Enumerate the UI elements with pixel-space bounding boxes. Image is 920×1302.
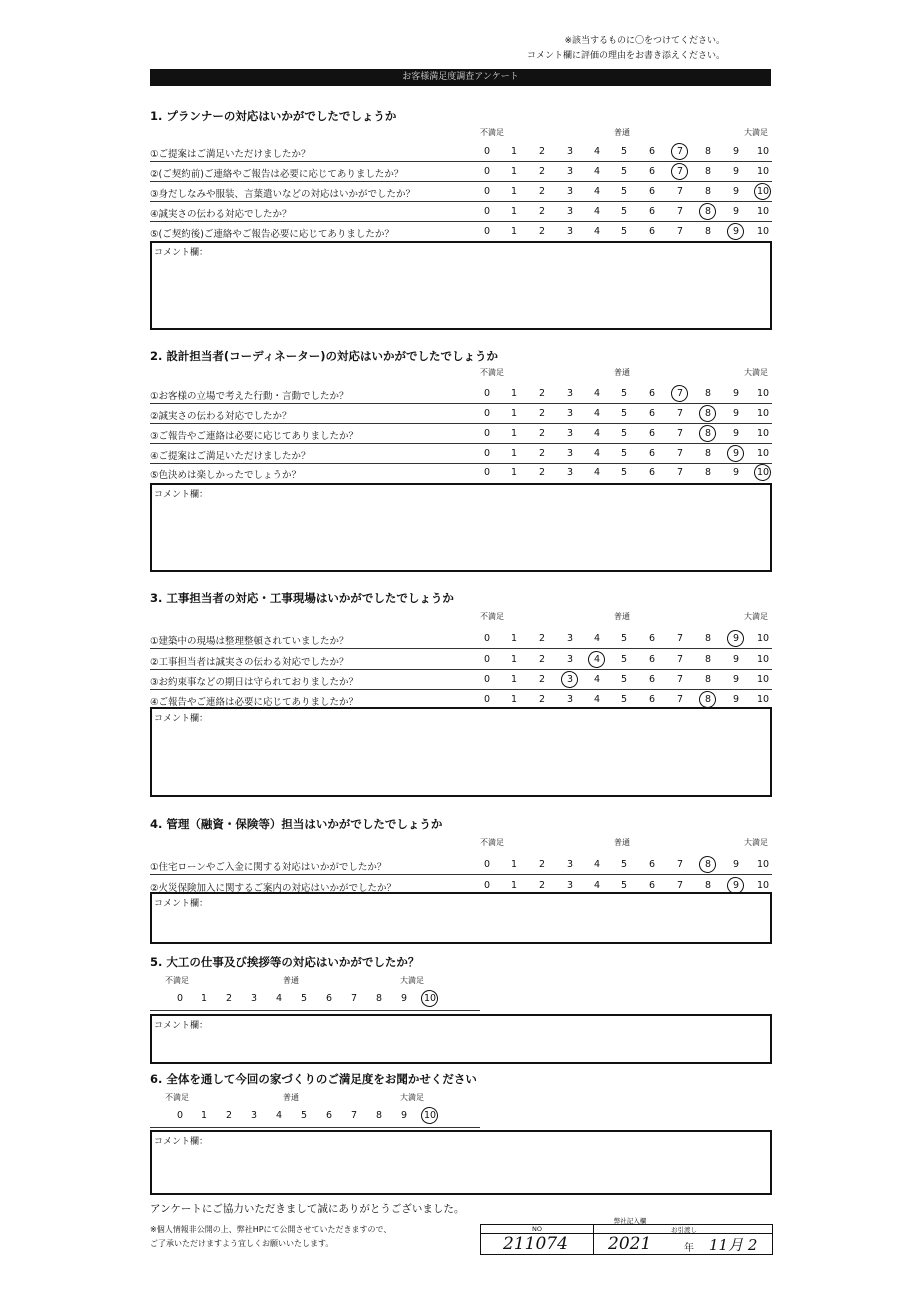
score-option[interactable]: 9 xyxy=(732,694,740,705)
score-option[interactable]: 1 xyxy=(510,633,518,644)
score-option[interactable]: 8 xyxy=(375,1110,383,1121)
section-title: 6. 全体を通して今回の家づくりのご満足度をお聞かせください xyxy=(150,1072,477,1086)
score-option[interactable]: 9 xyxy=(732,633,740,644)
question-row xyxy=(150,444,772,464)
score-option[interactable]: 5 xyxy=(620,448,628,459)
question-row xyxy=(150,142,772,162)
score-option[interactable]: 2 xyxy=(538,146,546,157)
stamp-month-day: 11月 2 xyxy=(709,1236,758,1254)
question-row xyxy=(150,162,772,182)
score-option[interactable]: 9 xyxy=(400,993,408,1004)
score-option[interactable]: 3 xyxy=(566,226,574,237)
comment-label: コメント欄： xyxy=(154,248,209,258)
score-option[interactable]: 1 xyxy=(510,388,518,399)
score-option[interactable]: 1 xyxy=(510,448,518,459)
stamp-date-label: お引渡し xyxy=(671,1226,697,1234)
question-label: ①住宅ローンやご入金に関する対応はいかがでしたか？ xyxy=(150,862,387,873)
score-option[interactable]: 6 xyxy=(648,206,656,217)
score-option[interactable]: 5 xyxy=(620,859,628,870)
score-option[interactable]: 0 xyxy=(483,408,491,419)
score-option[interactable]: 0 xyxy=(483,633,491,644)
score-option[interactable]: 8 xyxy=(704,146,712,157)
score-option[interactable]: 6 xyxy=(648,674,656,685)
score-option[interactable]: 10 xyxy=(756,428,770,439)
score-option[interactable]: 9 xyxy=(732,880,740,891)
scale-low-label: 不満足 xyxy=(165,1093,189,1102)
score-option[interactable]: 8 xyxy=(704,467,712,478)
score-option[interactable]: 7 xyxy=(676,467,684,478)
score-option[interactable]: 2 xyxy=(538,467,546,478)
question-row xyxy=(150,670,772,690)
stamp-year-unit: 年 xyxy=(684,1243,694,1254)
scale-low-label: 不満足 xyxy=(480,838,504,847)
thanks-message: アンケートにご協力いただきまして誠にありがとうございました。 xyxy=(150,1203,465,1215)
score-option[interactable]: 2 xyxy=(538,859,546,870)
comment-label: コメント欄： xyxy=(154,714,209,724)
score-option[interactable]: 2 xyxy=(538,166,546,177)
score-option[interactable]: 1 xyxy=(510,467,518,478)
score-option[interactable]: 9 xyxy=(732,428,740,439)
score-option[interactable]: 0 xyxy=(176,1110,184,1121)
scale-high-label: 大満足 xyxy=(744,368,768,377)
stamp-year-value: 2021 xyxy=(608,1234,652,1254)
comment-label: コメント欄： xyxy=(154,1021,209,1031)
question-label: ②工事担当者は誠実さの伝わる対応でしたか？ xyxy=(150,657,349,668)
comment-label: コメント欄： xyxy=(154,1137,209,1147)
score-option[interactable]: 10 xyxy=(756,654,770,665)
score-option[interactable]: 0 xyxy=(483,674,491,685)
score-option[interactable]: 2 xyxy=(538,674,546,685)
score-option[interactable]: 8 xyxy=(704,388,712,399)
score-option[interactable]: 7 xyxy=(676,186,684,197)
selected-score-mark xyxy=(586,649,606,669)
question-row xyxy=(150,629,772,649)
comment-box[interactable] xyxy=(150,892,772,944)
score-option[interactable]: 4 xyxy=(593,146,601,157)
comment-box[interactable] xyxy=(150,707,772,797)
score-option[interactable]: 3 xyxy=(566,408,574,419)
score-option[interactable]: 1 xyxy=(510,694,518,705)
score-option[interactable]: 4 xyxy=(593,880,601,891)
score-option[interactable]: 6 xyxy=(648,428,656,439)
score-option[interactable]: 4 xyxy=(593,694,601,705)
score-option[interactable]: 2 xyxy=(538,654,546,665)
question-row xyxy=(150,424,772,444)
score-option[interactable]: 8 xyxy=(704,674,712,685)
selected-score-mark xyxy=(419,1105,439,1125)
selected-score-mark xyxy=(697,201,717,221)
score-option[interactable]: 7 xyxy=(676,859,684,870)
score-option[interactable]: 7 xyxy=(676,654,684,665)
score-option[interactable]: 2 xyxy=(538,428,546,439)
score-option[interactable]: 7 xyxy=(676,448,684,459)
score-option[interactable]: 7 xyxy=(676,694,684,705)
scale-mid-label: 普通 xyxy=(283,976,299,985)
scale-high-label: 大満足 xyxy=(744,612,768,621)
score-option[interactable]: 5 xyxy=(620,206,628,217)
stamp-box xyxy=(480,1224,773,1255)
question-label: ⑤(ご契約後)ご連絡やご報告必要に応じてありましたか？ xyxy=(150,229,394,240)
score-option[interactable]: 7 xyxy=(676,388,684,399)
score-option[interactable]: 2 xyxy=(538,880,546,891)
score-option[interactable]: 9 xyxy=(732,859,740,870)
scale-high-label: 大満足 xyxy=(400,1093,424,1102)
question-label: ①ご提案はご満足いただけましたか？ xyxy=(150,149,311,160)
score-option[interactable]: 7 xyxy=(676,674,684,685)
score-option[interactable]: 9 xyxy=(732,388,740,399)
question-label: ④ご報告やご連絡は必要に応じてありましたか？ xyxy=(150,697,359,708)
scale-high-label: 大満足 xyxy=(400,976,424,985)
question-row xyxy=(150,384,772,404)
score-option[interactable]: 4 xyxy=(593,166,601,177)
score-option[interactable]: 5 xyxy=(620,633,628,644)
score-option[interactable]: 0 xyxy=(483,146,491,157)
question-row xyxy=(150,202,772,222)
score-option[interactable]: 10 xyxy=(756,674,770,685)
stamp-no-value: 211074 xyxy=(503,1234,568,1254)
score-option[interactable]: 10 xyxy=(423,993,437,1004)
instruction-note: コメント欄に評価の理由をお書き添えください。 xyxy=(526,51,725,61)
score-option[interactable]: 7 xyxy=(350,993,358,1004)
score-option[interactable]: 6 xyxy=(648,448,656,459)
score-option[interactable]: 8 xyxy=(704,448,712,459)
score-option[interactable]: 5 xyxy=(620,880,628,891)
selected-score-mark xyxy=(669,141,689,161)
question-label: ①お客様の立場で考えた行動・言動でしたか？ xyxy=(150,391,349,402)
score-option[interactable]: 5 xyxy=(620,654,628,665)
score-option[interactable]: 9 xyxy=(732,226,740,237)
score-option[interactable]: 4 xyxy=(275,1110,283,1121)
score-option[interactable]: 5 xyxy=(620,226,628,237)
score-option[interactable]: 0 xyxy=(483,467,491,478)
score-option[interactable]: 0 xyxy=(483,226,491,237)
score-option[interactable]: 6 xyxy=(648,859,656,870)
score-option[interactable]: 4 xyxy=(593,467,601,478)
score-option[interactable]: 3 xyxy=(566,654,574,665)
score-option[interactable]: 2 xyxy=(538,226,546,237)
score-option[interactable]: 2 xyxy=(538,186,546,197)
question-label: ③ご報告やご連絡は必要に応じてありましたか？ xyxy=(150,431,359,442)
score-option[interactable]: 6 xyxy=(648,467,656,478)
section-title: 3. 工事担当者の対応・工事現場はいかがでしたでしょうか xyxy=(150,591,454,605)
score-option[interactable]: 9 xyxy=(732,206,740,217)
question-label: ⑤色決めは楽しかったでしょうか？ xyxy=(150,470,302,481)
question-row xyxy=(150,404,772,424)
score-option[interactable]: 2 xyxy=(538,408,546,419)
score-option[interactable]: 7 xyxy=(676,226,684,237)
scale-mid-label: 普通 xyxy=(614,128,630,137)
question-row xyxy=(150,463,772,483)
score-option[interactable]: 1 xyxy=(200,993,208,1004)
score-option[interactable]: 0 xyxy=(483,654,491,665)
selected-score-mark xyxy=(752,462,772,482)
selected-score-mark xyxy=(559,669,579,689)
score-option[interactable]: 8 xyxy=(375,993,383,1004)
score-option[interactable]: 3 xyxy=(566,448,574,459)
score-option[interactable]: 8 xyxy=(704,166,712,177)
comment-label: コメント欄： xyxy=(154,490,209,500)
score-option[interactable]: 0 xyxy=(483,206,491,217)
selected-score-mark xyxy=(697,854,717,874)
score-option[interactable]: 1 xyxy=(510,408,518,419)
score-option[interactable]: 5 xyxy=(620,146,628,157)
score-option[interactable]: 5 xyxy=(300,993,308,1004)
scale-low-label: 不満足 xyxy=(480,128,504,137)
section-title: 2. 設計担当者(コーディネーター)の対応はいかがでしたでしょうか xyxy=(150,349,498,363)
score-option[interactable]: 6 xyxy=(648,146,656,157)
score-option[interactable]: 10 xyxy=(756,388,770,399)
question-label: ④誠実さの伝わる対応でしたか？ xyxy=(150,209,292,220)
score-option[interactable]: 4 xyxy=(275,993,283,1004)
score-option[interactable]: 9 xyxy=(732,166,740,177)
score-option[interactable]: 0 xyxy=(483,186,491,197)
score-option[interactable]: 2 xyxy=(538,206,546,217)
score-option[interactable]: 8 xyxy=(704,633,712,644)
score-option[interactable]: 4 xyxy=(593,408,601,419)
score-option[interactable]: 5 xyxy=(620,186,628,197)
score-option[interactable]: 1 xyxy=(510,859,518,870)
score-option[interactable]: 1 xyxy=(510,206,518,217)
stamp-no-label: NO xyxy=(532,1225,542,1233)
score-option[interactable]: 5 xyxy=(620,388,628,399)
scale-high-label: 大満足 xyxy=(744,838,768,847)
score-option[interactable]: 6 xyxy=(648,408,656,419)
comment-box[interactable] xyxy=(150,241,772,330)
question-row xyxy=(150,650,772,670)
score-option[interactable]: 8 xyxy=(704,408,712,419)
selected-score-mark xyxy=(669,161,689,181)
score-option[interactable]: 9 xyxy=(732,408,740,419)
score-option[interactable]: 1 xyxy=(510,428,518,439)
score-option[interactable]: 9 xyxy=(732,654,740,665)
score-option[interactable]: 5 xyxy=(620,166,628,177)
score-option[interactable]: 5 xyxy=(620,674,628,685)
section-title: 1. プランナーの対応はいかがでしたでしょうか xyxy=(150,109,397,123)
score-option[interactable]: 6 xyxy=(648,654,656,665)
question-row xyxy=(150,182,772,202)
score-option[interactable]: 1 xyxy=(510,226,518,237)
score-option[interactable]: 3 xyxy=(566,633,574,644)
score-option[interactable]: 8 xyxy=(704,694,712,705)
score-option[interactable]: 7 xyxy=(676,880,684,891)
scale-low-label: 不満足 xyxy=(480,612,504,621)
score-option[interactable]: 2 xyxy=(225,993,233,1004)
score-option[interactable]: 10 xyxy=(756,880,770,891)
score-option[interactable]: 10 xyxy=(756,633,770,644)
selected-score-mark xyxy=(697,423,717,443)
score-option[interactable]: 4 xyxy=(593,206,601,217)
comment-box[interactable] xyxy=(150,1014,772,1064)
score-option[interactable]: 3 xyxy=(250,1110,258,1121)
score-option[interactable]: 1 xyxy=(510,186,518,197)
score-option[interactable]: 1 xyxy=(510,654,518,665)
score-option[interactable]: 7 xyxy=(676,408,684,419)
section-title: 4. 管理（融資・保険等）担当はいかがでしたでしょうか xyxy=(150,817,443,831)
selected-score-mark xyxy=(669,383,689,403)
score-option[interactable]: 6 xyxy=(648,633,656,644)
score-option[interactable]: 4 xyxy=(593,226,601,237)
score-option[interactable]: 6 xyxy=(648,880,656,891)
score-option[interactable]: 3 xyxy=(566,166,574,177)
question-row xyxy=(150,855,772,875)
score-option[interactable]: 3 xyxy=(566,674,574,685)
score-option[interactable]: 10 xyxy=(756,226,770,237)
score-option[interactable]: 9 xyxy=(732,186,740,197)
score-option[interactable]: 10 xyxy=(756,166,770,177)
question-label: ③身だしなみや服装、言葉遣いなどの対応はいかがでしたか？ xyxy=(150,189,416,200)
score-option[interactable]: 6 xyxy=(648,694,656,705)
score-option[interactable]: 5 xyxy=(620,428,628,439)
selected-score-mark xyxy=(725,221,745,241)
score-option[interactable]: 7 xyxy=(676,428,684,439)
score-option[interactable]: 8 xyxy=(704,859,712,870)
score-option[interactable]: 4 xyxy=(593,633,601,644)
score-option[interactable]: 3 xyxy=(566,186,574,197)
score-option[interactable]: 4 xyxy=(593,674,601,685)
score-option[interactable]: 9 xyxy=(732,467,740,478)
score-option[interactable]: 3 xyxy=(566,428,574,439)
score-option[interactable]: 3 xyxy=(566,880,574,891)
score-option[interactable]: 4 xyxy=(593,654,601,665)
score-option[interactable]: 7 xyxy=(676,166,684,177)
score-option[interactable]: 6 xyxy=(648,166,656,177)
score-option[interactable]: 2 xyxy=(225,1110,233,1121)
question-label: ②誠実さの伝わる対応でしたか？ xyxy=(150,411,292,422)
score-option[interactable]: 2 xyxy=(538,694,546,705)
score-option[interactable]: 1 xyxy=(510,166,518,177)
score-option[interactable]: 8 xyxy=(704,226,712,237)
score-option[interactable]: 0 xyxy=(483,428,491,439)
privacy-note: ご了承いただけますよう宜しくお願いいたします。 xyxy=(150,1239,334,1248)
score-option[interactable]: 3 xyxy=(566,467,574,478)
selected-score-mark xyxy=(697,403,717,423)
question-label: ②(ご契約前)ご連絡やご報告は必要に応じてありましたか？ xyxy=(150,169,404,180)
score-option[interactable]: 6 xyxy=(648,388,656,399)
instruction-note: ※該当するものに〇をつけてください。 xyxy=(564,36,725,46)
score-option[interactable]: 1 xyxy=(510,674,518,685)
header-title-bar: お客様満足度調査アンケート xyxy=(150,69,771,86)
score-option[interactable]: 3 xyxy=(250,993,258,1004)
score-option[interactable]: 7 xyxy=(676,633,684,644)
score-option[interactable]: 0 xyxy=(483,166,491,177)
score-option[interactable]: 8 xyxy=(704,428,712,439)
score-option[interactable]: 9 xyxy=(732,146,740,157)
score-option[interactable]: 4 xyxy=(593,388,601,399)
score-option[interactable]: 7 xyxy=(676,146,684,157)
score-option[interactable]: 2 xyxy=(538,448,546,459)
divider xyxy=(150,1010,480,1011)
selected-score-mark xyxy=(419,988,439,1008)
stamp-header: 弊社記入欄 xyxy=(613,1217,647,1225)
score-option[interactable]: 3 xyxy=(566,388,574,399)
selected-score-mark xyxy=(752,181,772,201)
score-option[interactable]: 0 xyxy=(483,448,491,459)
score-option[interactable]: 6 xyxy=(648,226,656,237)
score-option[interactable]: 4 xyxy=(593,859,601,870)
score-option[interactable]: 7 xyxy=(350,1110,358,1121)
score-option[interactable]: 8 xyxy=(704,654,712,665)
score-option[interactable]: 1 xyxy=(510,146,518,157)
question-row xyxy=(150,222,772,242)
score-option[interactable]: 10 xyxy=(756,408,770,419)
divider xyxy=(150,1127,480,1128)
score-option[interactable]: 2 xyxy=(538,633,546,644)
score-option[interactable]: 10 xyxy=(756,448,770,459)
score-option[interactable]: 10 xyxy=(756,146,770,157)
score-option[interactable]: 9 xyxy=(400,1110,408,1121)
scale-mid-label: 普通 xyxy=(614,838,630,847)
score-option[interactable]: 2 xyxy=(538,388,546,399)
score-option[interactable]: 0 xyxy=(176,993,184,1004)
score-option[interactable]: 1 xyxy=(510,880,518,891)
score-option[interactable]: 6 xyxy=(325,993,333,1004)
score-option[interactable]: 10 xyxy=(756,859,770,870)
score-option[interactable]: 8 xyxy=(704,880,712,891)
score-option[interactable]: 6 xyxy=(325,1110,333,1121)
score-option[interactable]: 4 xyxy=(593,186,601,197)
section-title: 5. 大工の仕事及び挨拶等の対応はいかがでしたか？ xyxy=(150,955,420,969)
score-option[interactable]: 9 xyxy=(732,674,740,685)
score-option[interactable]: 0 xyxy=(483,694,491,705)
scale-high-label: 大満足 xyxy=(744,128,768,137)
question-label: ④ご提案はご満足いただけましたか？ xyxy=(150,451,311,462)
comment-box[interactable] xyxy=(150,1130,772,1195)
score-option[interactable]: 0 xyxy=(483,388,491,399)
scale-mid-label: 普通 xyxy=(283,1093,299,1102)
score-option[interactable]: 8 xyxy=(704,186,712,197)
comment-label: コメント欄： xyxy=(154,899,209,909)
question-label: ②火災保険加入に関するご案内の対応はいかがでしたか？ xyxy=(150,883,397,894)
score-option[interactable]: 5 xyxy=(620,467,628,478)
score-option[interactable]: 5 xyxy=(300,1110,308,1121)
privacy-note: ※個人情報非公開の上、弊社HPにて公開させていただきますので、 xyxy=(150,1225,392,1234)
question-label: ①建築中の現場は整理整頓されていましたか？ xyxy=(150,636,349,647)
score-option[interactable]: 10 xyxy=(423,1110,437,1121)
selected-score-mark xyxy=(725,628,745,648)
scale-mid-label: 普通 xyxy=(614,368,630,377)
score-option[interactable]: 3 xyxy=(566,206,574,217)
score-option[interactable]: 10 xyxy=(756,206,770,217)
score-option[interactable]: 8 xyxy=(704,206,712,217)
score-option[interactable]: 5 xyxy=(620,694,628,705)
question-label: ③お約束事などの期日は守られておりましたか？ xyxy=(150,677,359,688)
score-option[interactable]: 0 xyxy=(483,859,491,870)
score-option[interactable]: 6 xyxy=(648,186,656,197)
score-option[interactable]: 10 xyxy=(756,694,770,705)
scale-low-label: 不満足 xyxy=(480,368,504,377)
score-option[interactable]: 9 xyxy=(732,448,740,459)
score-option[interactable]: 3 xyxy=(566,694,574,705)
score-option[interactable]: 7 xyxy=(676,206,684,217)
scale-low-label: 不満足 xyxy=(165,976,189,985)
score-option[interactable]: 10 xyxy=(756,467,770,478)
score-option[interactable]: 0 xyxy=(483,880,491,891)
score-option[interactable]: 4 xyxy=(593,448,601,459)
selected-score-mark xyxy=(725,443,745,463)
score-option[interactable]: 5 xyxy=(620,408,628,419)
score-option[interactable]: 1 xyxy=(200,1110,208,1121)
scale-mid-label: 普通 xyxy=(614,612,630,621)
score-option[interactable]: 4 xyxy=(593,428,601,439)
score-option[interactable]: 10 xyxy=(756,186,770,197)
score-option[interactable]: 3 xyxy=(566,146,574,157)
score-option[interactable]: 3 xyxy=(566,859,574,870)
comment-box[interactable] xyxy=(150,483,772,572)
